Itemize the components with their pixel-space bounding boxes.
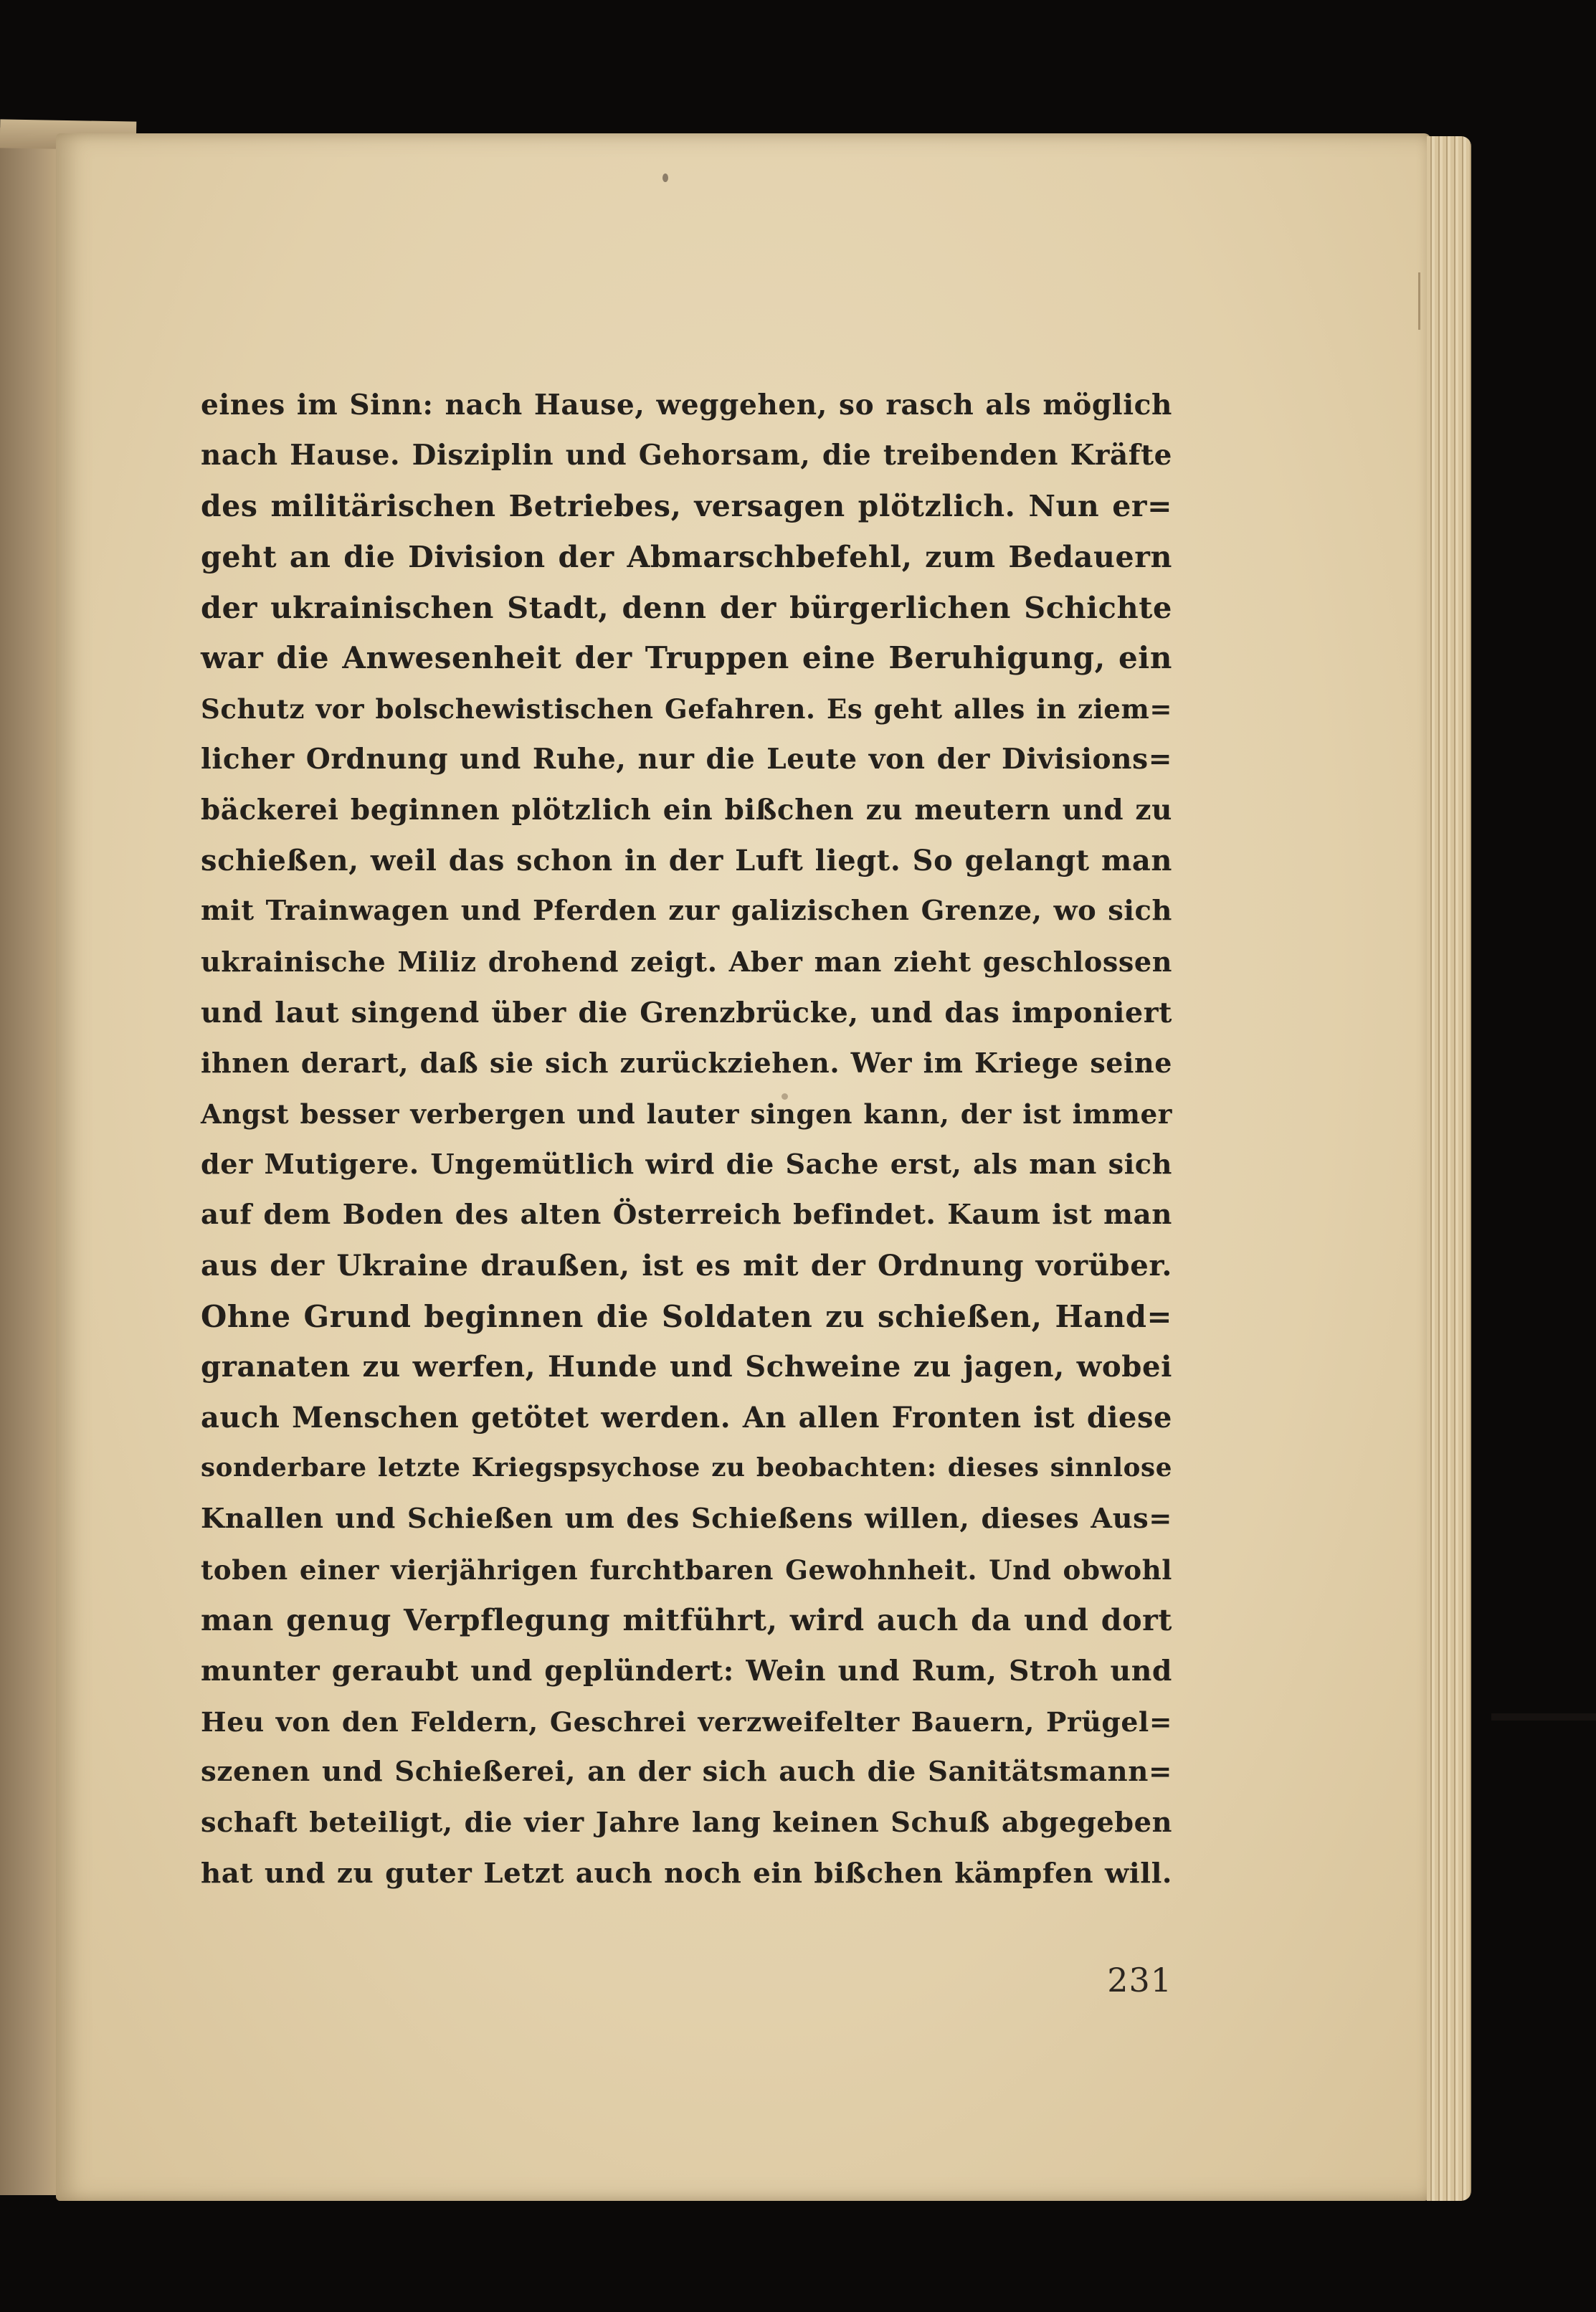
text-line: aus der Ukraine draußen, ist es mit der Ordnung vorüber.: [201, 1248, 1172, 1283]
text-line: szenen und Schießerei, an der sich auch die Sanitätsmann=: [201, 1756, 1172, 1789]
text-line: hat und zu guter Letzt auch noch ein bißchen kämpfen will.: [201, 1857, 1172, 1890]
text-line: toben einer vierjährigen furchtbaren Gewohnheit. Und obwohl: [201, 1554, 1172, 1586]
page-edge-mark: [1418, 272, 1420, 330]
text-line: sonderbare letzte Kriegspsychose zu beobachten: dieses sinnlose: [201, 1453, 1172, 1483]
text-line: der ukrainischen Stadt, denn der bürgerlichen Schichte: [201, 589, 1172, 625]
text-line: Heu von den Feldern, Geschrei verzweifelter Bauern, Prügel=: [201, 1706, 1172, 1738]
text-line: und laut singend über die Grenzbrücke, und das imponiert: [201, 996, 1172, 1029]
page-number: 231: [1107, 1961, 1172, 1999]
text-line: Angst besser verbergen und lauter singen kann, der ist immer: [201, 1098, 1172, 1130]
text-line: geht an die Division der Abmarschbefehl, zum Bedauern: [201, 538, 1172, 574]
paper-stain: [662, 173, 668, 182]
text-line: bäckerei beginnen plötzlich ein bißchen zu meutern und zu: [201, 794, 1172, 827]
text-line: Schutz vor bolschewistischen Gefahren. Es geht alles in ziem=: [201, 693, 1172, 725]
text-line: des militärischen Betriebes, versagen plötzlich. Nun er=: [201, 489, 1172, 524]
text-line: auf dem Boden des alten Österreich befindet. Kaum ist man: [201, 1199, 1172, 1232]
text-line: man genug Verpflegung mitführt, wird auch da und dort: [201, 1602, 1172, 1638]
body-text: [201, 380, 1172, 1899]
text-line: schaft beteiligt, die vier Jahre lang keinen Schuß abgegeben: [201, 1806, 1172, 1839]
text-line: munter geraubt und geplündert: Wein und Rum, Stroh und: [201, 1655, 1172, 1688]
text-line: ihnen derart, daß sie sich zurückziehen. Wer im Kriege seine: [201, 1047, 1172, 1080]
text-line: mit Trainwagen und Pferden zur galizischen Grenze, wo sich: [201, 895, 1172, 928]
text-line: ukrainische Miliz drohend zeigt. Aber man zieht geschlossen: [201, 946, 1172, 979]
text-line: auch Menschen getötet werden. An allen Fronten ist diese: [201, 1401, 1172, 1435]
text-line: war die Anwesenheit der Truppen eine Beruhigung, ein: [201, 640, 1172, 676]
text-line: Knallen und Schießen um des Schießens willen, dieses Aus=: [201, 1503, 1172, 1536]
text-line: der Mutigere. Ungemütlich wird die Sache erst, als man sich: [201, 1148, 1172, 1181]
text-line: licher Ordnung und Ruhe, nur die Leute von der Divisions=: [201, 743, 1172, 776]
left-page-edge: [0, 128, 65, 2195]
text-line: nach Hause. Disziplin und Gehorsam, die treibenden Kräfte: [201, 439, 1172, 472]
text-line: Ohne Grund beginnen die Soldaten zu schießen, Hand=: [201, 1298, 1172, 1334]
text-line: schießen, weil das schon in der Luft liegt. So gelangt man: [201, 843, 1172, 877]
text-line: eines im Sinn: nach Hause, weggehen, so rasch als möglich: [201, 389, 1172, 422]
page-stack-edge: [1427, 136, 1471, 2201]
background-edge-mark: [1491, 1713, 1596, 1721]
text-line: granaten zu werfen, Hunde und Schweine zu jagen, wobei: [201, 1350, 1172, 1384]
